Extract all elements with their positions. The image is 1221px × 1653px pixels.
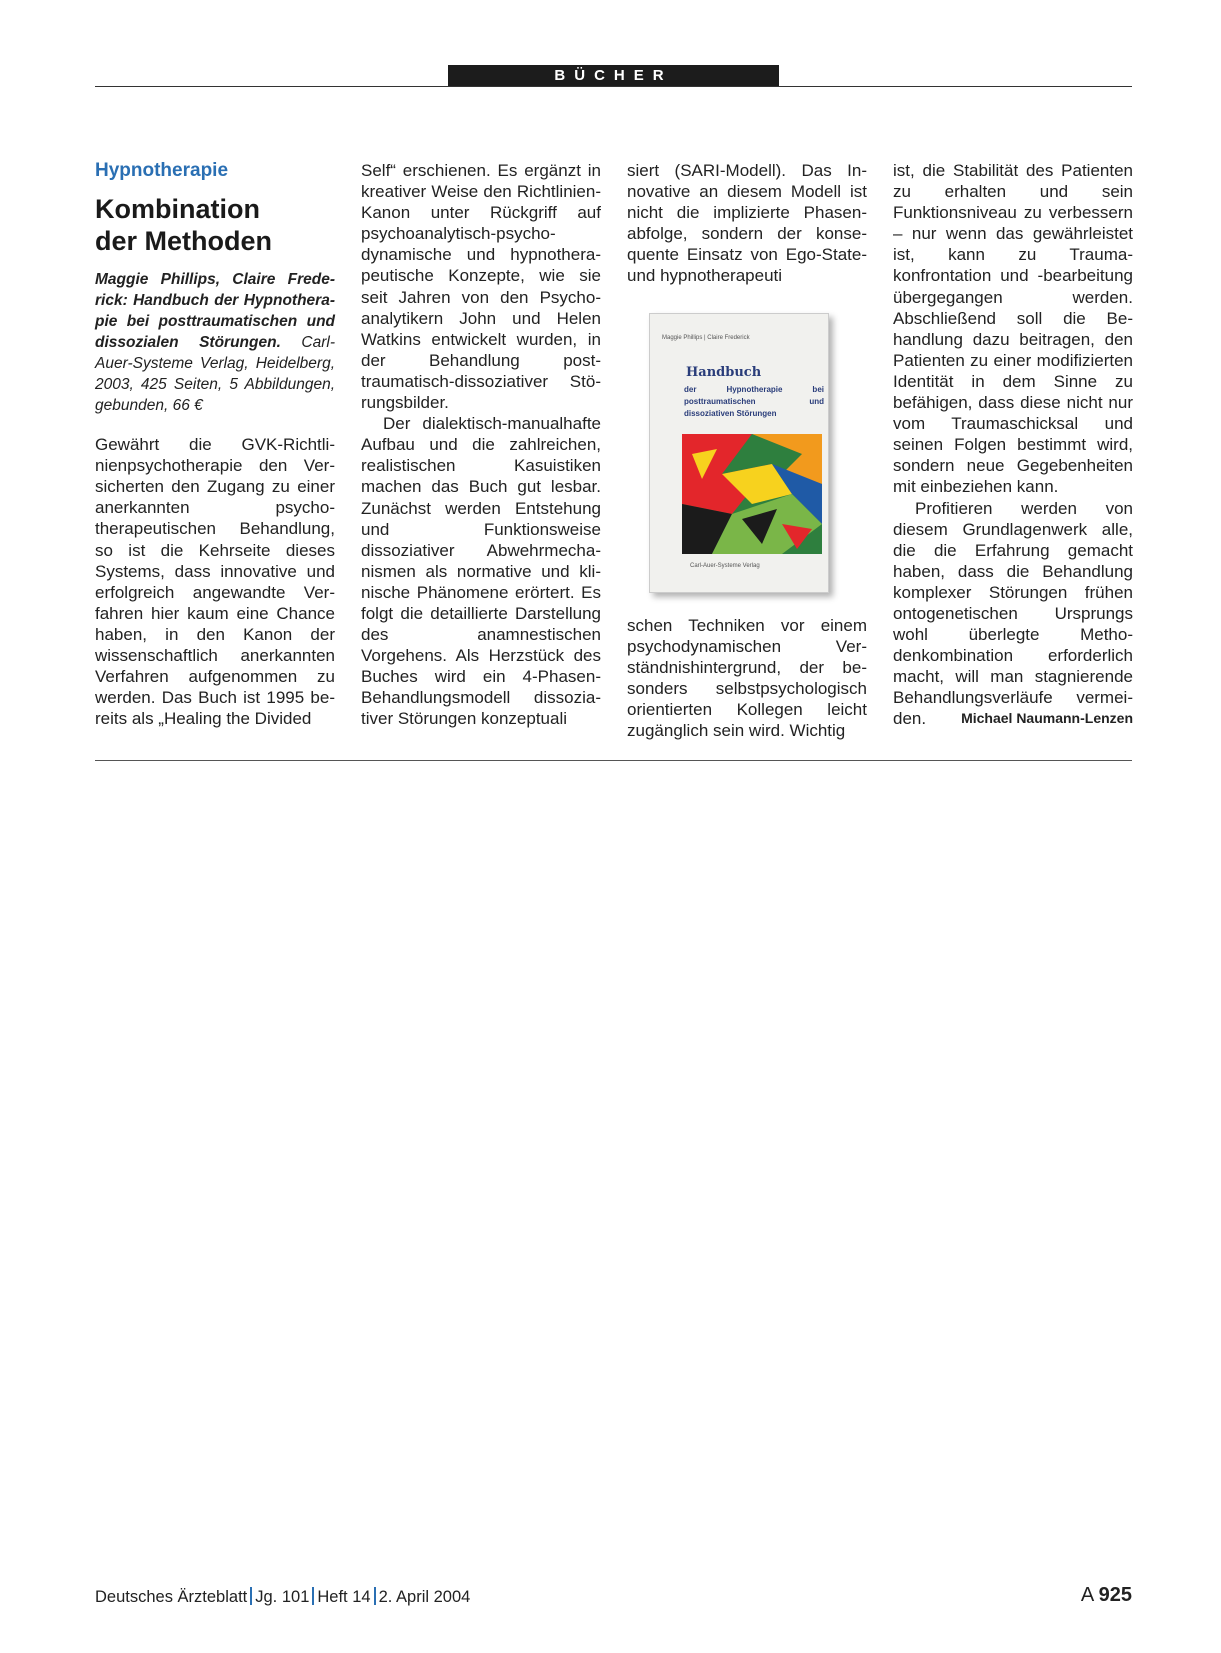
article-kicker: Hypnotherapie [95,160,229,181]
footer-separator [312,1587,314,1605]
book-title: Maggie Phillips, Claire Frederick: Handbuch der Hypnotherapie bei posttraumatischen und dissozialen Störungen. [95,271,335,352]
cover-authors: Maggie Phillips | Claire Frederick [662,334,750,341]
page-number [1081,1584,1132,1607]
book-publisher-details: Carl-Auer-Systeme Verlag, Heidelberg, 2003, 425 Seiten, 5 Abbildungen, gebunden, 66 € [95,334,335,415]
page-number-value: 925 [1098,1584,1132,1606]
cover-title: Handbuch [686,364,762,380]
article-headline [95,193,335,257]
body-paragraph: ist, die Stabilität des Patienten zu erhalten und sein Funktionsniveau zu verbessern – nur wenn das gewährleistet ist, kann zu Traumakonfrontation und -bearbeitung übergegangen werden. Abschließend soll die Behandlung dazu beitragen, den Patienten zu einer modifizierten Identität in dem Sinne zu befähigen, dass diese nicht nur vom Traumaschicksal und seinen Folgen bestimmt wird, sondern neue Gegebenheiten mit einbeziehen kann. [893,161,1133,497]
review-author: Michael Naumann-Lenzen [961,710,1133,727]
body-paragraph: Der dialektisch-manualhafte Aufbau und die zahlreichen, realistischen Kasuistiken machen das Buch gut lesbar. Zunächst werden Entstehung und Funktionsweise dissoziativer Abwehrmechanismen als normative und klinische Phänomene erörtert. Es folgt die detaillierte Darstellung des anamnestischen Vorgehens. Als Herzstück des Buches wird ein 4-Phasen-Behandlungsmodell dissoziativer Störungen konzeptuali [361,414,601,729]
page-footer [95,1587,470,1607]
article-end-rule [95,760,1132,761]
footer-separator [374,1587,376,1605]
body-paragraph [893,498,1133,730]
body-paragraph: Gewährt die GVK-Richtlinienpsychotherapie den Versicherten den Zugang zu einer anerkannten psychotherapeutischen Behandlung, so ist die Kehrseite dieses Systems, dass innovative und erfolgreich angewandte Verfahren hier kaum eine Chance haben, in den Kanon der wissenschaftlich anerkannten Verfahren aufgenommen zu werden. Das Buch ist 1995 bereits als „Healing the Divided [95,435,335,729]
issue-date: 2. April 2004 [378,1588,471,1606]
column-2 [361,160,601,730]
closing-text: Profitieren werden von diesem Grundlagenwerk alle, die die Erfahrung gemacht haben, dass die Behandlung komplexer Störungen frühen ontogenetischen Ursprungs wohl überlegte Methodenkombination erforderlich macht, will man stagnierende Behandlungsverläufe vermeiden. [893,498,1133,729]
section-label: BÜCHER [448,65,779,86]
column-4 [893,160,1133,730]
journal-issue: Heft 14 [317,1588,371,1606]
body-paragraph: siert (SARI-Modell). Das Innovative an diesem Modell ist nicht die implizierte Phasenabfolge, sondern der konsequente Einsatz von Ego-State- und hypnotherapeuti [627,161,867,286]
bibliographic-info [95,269,335,416]
headline-line-2: der Methoden [95,226,273,257]
cover-publisher: Carl-Auer-Systeme Verlag [690,563,760,570]
cover-subtitle: der Hypnotherapie bei posttraumatischen und dissoziativen Störungen [684,384,824,418]
header-rule [95,86,1132,87]
footer-separator [250,1587,252,1605]
page-prefix: A [1080,1584,1094,1606]
headline-line-1: Kombination [95,194,260,225]
book-cover-image [649,313,829,593]
body-paragraph: schen Techniken vor einem psychodynamischen Verständnishintergrund, der besonders selbstpsychologisch orientierten Kollegen leicht zugänglich sein wird. Wichtig [627,615,867,741]
cover-artwork [682,434,822,554]
column-3 [627,160,867,741]
journal-name: Deutsches Ärzteblatt [95,1588,248,1606]
body-paragraph: Self“ erschienen. Es ergänzt in kreativer Weise den Richtlinien-Kanon unter Rückgriff auf psychoanalytisch-psychodynamische und hypnotherapeutische Konzepte, wie sie seit Jahren von den Psychoanalytikern John und Helen Watkins entwickelt wurden, in der Behandlung posttraumatisch-dissoziativer Störungsbilder. [361,161,601,413]
journal-volume: Jg. 101 [255,1588,310,1606]
column-1 [95,160,335,729]
